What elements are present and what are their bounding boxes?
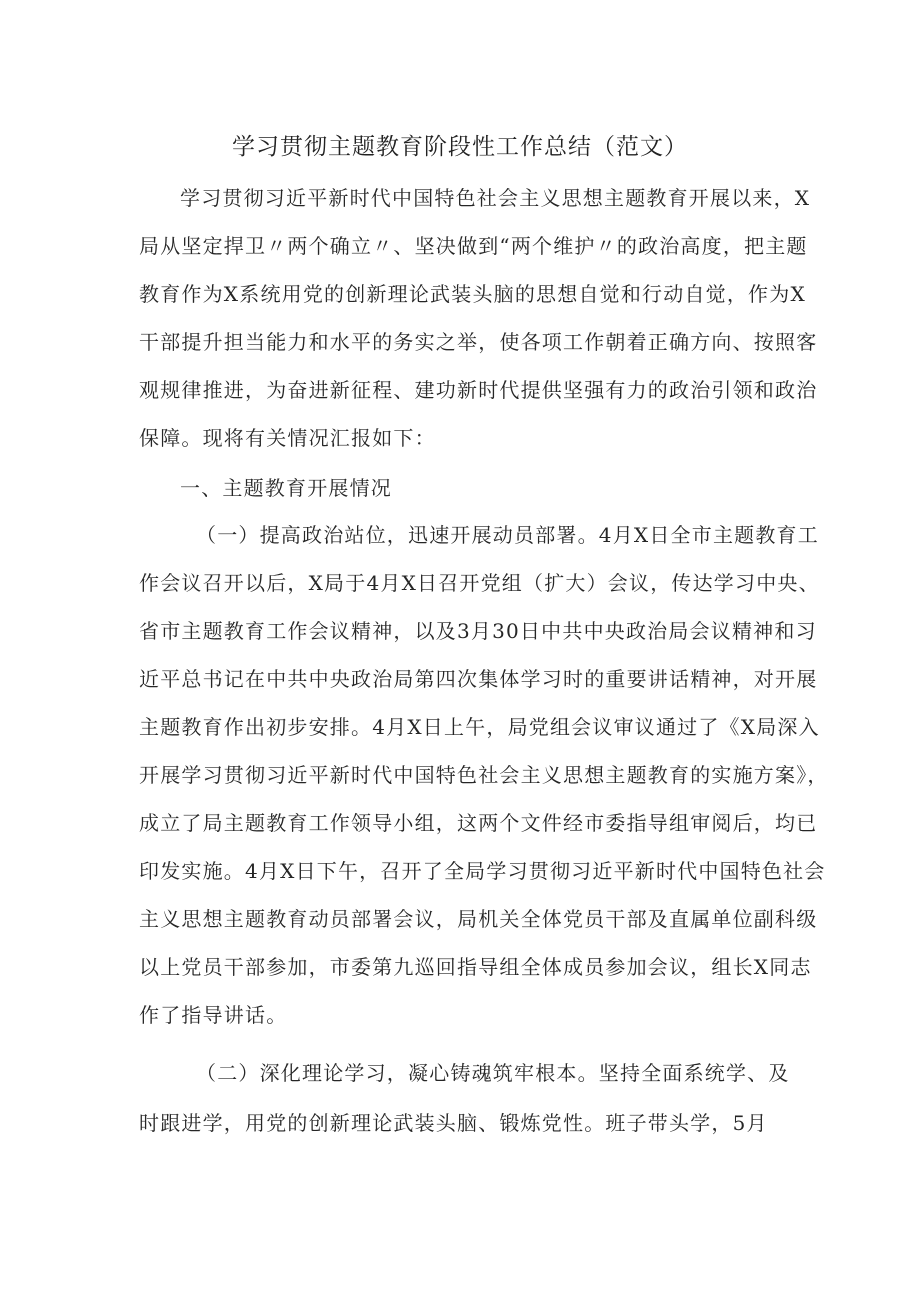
sub1-line-9: 主义思想主题教育动员部署会议，局机关全体党员干部及直属单位副科级 — [139, 907, 818, 931]
sub1-line-10: 以上党员干部参加，市委第九巡回指导组全体成员参加会议，组长X同志 — [139, 955, 812, 979]
sub1-line-6: 开展学习贯彻习近平新时代中国特色社会主义思想主题教育的实施方案》， — [139, 763, 829, 787]
sub1-line-11: 作了指导讲话。 — [139, 1003, 288, 1027]
intro-line-3: 教育作为X系统用党的创新理论武装头脑的思想自觉和行动自觉，作为X — [139, 282, 806, 306]
document-title: 学习贯彻主题教育阶段性工作总结（范文） — [232, 134, 688, 160]
sub1-line-8: 印发实施。4月X日下午，召开了全局学习贯彻习近平新时代中国特色社会 — [139, 859, 826, 883]
sub2-line-1: （二）深化理论学习，凝心铸魂筑牢根本。坚持全面系统学、及 — [196, 1061, 790, 1085]
sub1-line-1: （一）提高政治站位，迅速开展动员部署。4月X日全市主题教育工 — [196, 523, 819, 547]
intro-line-1: 学习贯彻习近平新时代中国特色社会主义思想主题教育开展以来，X — [180, 186, 811, 210]
section-heading-1: 一、主题教育开展情况 — [180, 476, 392, 500]
sub1-line-2: 作会议召开以后，X局于4月X日召开党组（扩大）会议，传达学习中央、 — [139, 571, 820, 595]
sub1-line-7: 成立了局主题教育工作领导小组，这两个文件经市委指导组审阅后，均已 — [139, 811, 818, 835]
intro-line-4: 干部提升担当能力和水平的务实之举，使各项工作朝着正确方向、按照客 — [139, 330, 818, 354]
sub2-line-2: 时跟进学，用党的创新理论武装头脑、锻炼党性。班子带头学，5月 — [139, 1111, 768, 1135]
intro-line-6: 保障。现将有关情况汇报如下： — [139, 426, 436, 450]
sub1-line-5: 主题教育作出初步安排。4月X日上午，局党组会议审议通过了《X局深入 — [139, 715, 820, 739]
sub1-line-3: 省市主题教育工作会议精神，以及3月30日中共中央政治局会议精神和习 — [139, 619, 817, 643]
intro-line-5: 观规律推进，为奋进新征程、建功新时代提供坚强有力的政治引领和政治 — [139, 378, 818, 402]
intro-line-2: 局从坚定捍卫〃两个确立〃、坚决做到“两个维护〃的政治高度，把主题 — [139, 234, 808, 258]
sub1-line-4: 近平总书记在中共中央政治局第四次集体学习时的重要讲话精神，对开展 — [139, 667, 818, 691]
